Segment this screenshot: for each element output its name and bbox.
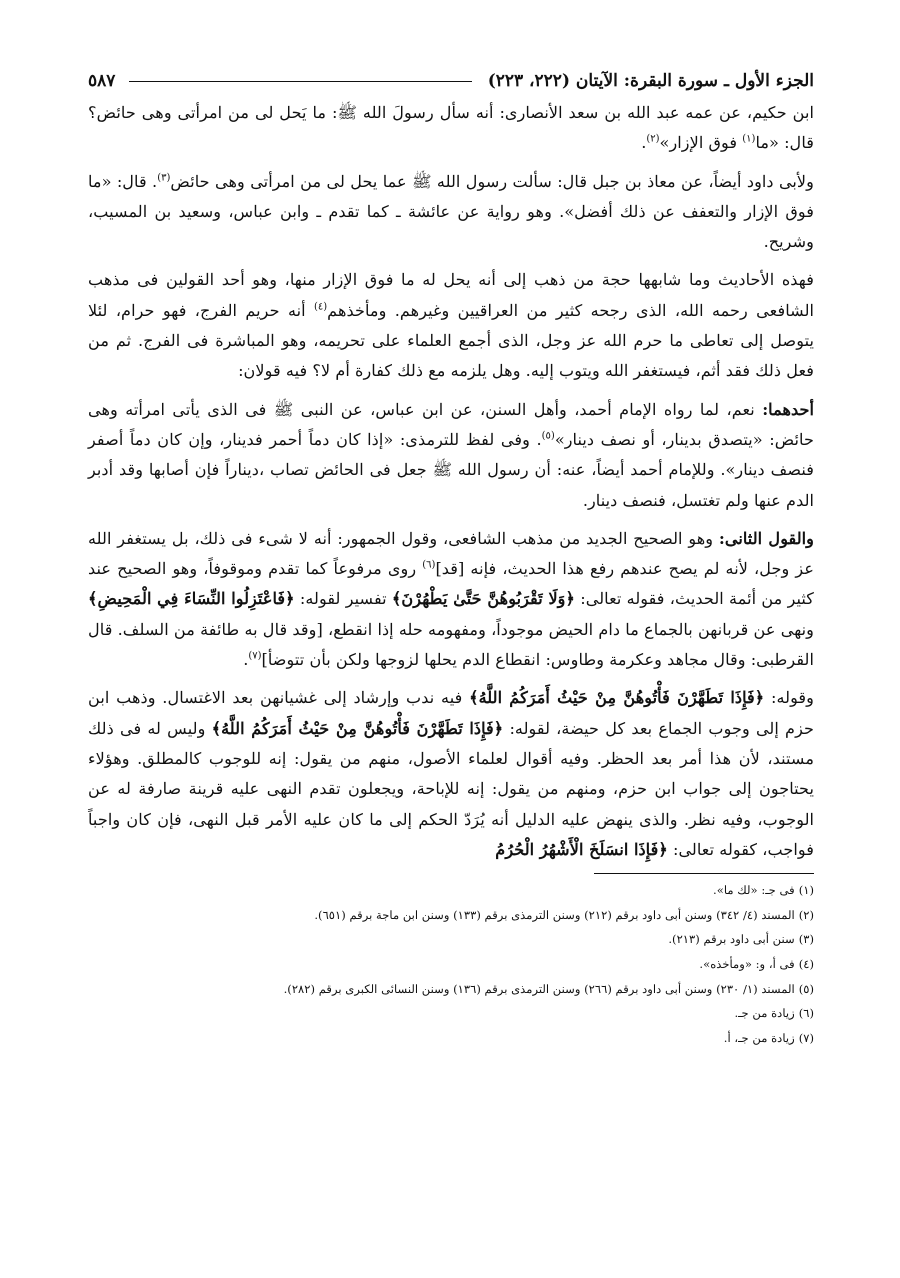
footnote-marker: (٢) [646,133,660,145]
text-run: فوق الإزار» [659,133,743,153]
footnote-marker: (٦) [422,559,436,571]
text-run: . [641,133,647,153]
footnote-text: سنن أبى داود برقم (٢١٣). [668,932,795,947]
footnotes [88,878,814,1050]
footnote-item [88,1001,814,1026]
text-run: ولأبى داود أيضاً، عن معاذ بن جبل قال: سألت رسول الله ﷺ عما يحل لى من امرأتى وهى حائض [170,171,814,191]
footnote-item [88,1026,814,1051]
quran-quote: ﴿فَإِذَا انسَلَخَ الْأَشْهُرُ الْحُرُمُ [495,839,668,859]
text-run: تفسير لقوله: [294,589,392,609]
footnote-marker: (٣) [157,172,171,184]
text-run: فيه ندب وإرشاد إلى غشيانهن بعد الاغتسال. وذهب ابن حزم إلى وجوب الجماع بعد كل حيضة، لقوله: [88,688,815,738]
page-number: ٥٨٧ [88,71,116,91]
footnote-item [88,952,814,977]
running-header [88,66,814,96]
text-run: أنه حريم الفرج، فهو حرام، لئلا يتوصل إلى تعاطى ما حرم الله عز وجل، الذى أجمع العلماء على تحريمه، وهو المباشرة فى الفرج. ثم من فعل ذلك فقد أثم، فيستغفر الله ويتوب إليه. وهل يلزمه مع ذلك كفارة أم لا؟ فيه قولان: [88,300,814,381]
footnote-number: (١) [798,883,814,898]
footnote-marker: (٥) [541,430,555,442]
quran-quote: ﴿فَاعْتَزِلُوا النِّسَاءَ فِي الْمَحِيضِ﴾ [88,589,295,609]
paragraph [88,395,814,516]
paragraph [88,98,814,159]
footnote-text: زيادة من جـ. [734,1006,795,1021]
paragraph [88,524,814,675]
footnote-number: (٣) [798,932,814,947]
footnote-text: المسند (٤/ ٣٤٢) وسنن أبى داود برقم (٢١٢) وسنن الترمذى برقم (١٣٣) وسنن ابن ماجة برقم (٦٥١). [314,907,795,922]
footnote-marker: (١) [742,133,756,145]
text-run: روى مرفوعاً كما تقدم وموقوفاً، وهو الصحيح عند كثير من أئمة الحديث، فقوله تعالى: [88,559,815,609]
footnote-marker: (٤) [313,301,328,313]
text-run: وهو الصحيح الجديد من مذهب الشافعى، وقول الجمهور: أنه لا شىء فى ذلك، بل يستغفر الله عز وجل، لأنه لم يصح عندهم رفع هذا الحديث، فإنه [قد] [88,528,814,579]
footnote-number: (٢) [798,907,814,922]
footnote-number: (٤) [798,956,814,971]
footnote-text: فى أ، و: «ومأخذه». [699,956,795,971]
footnote-text: المسند (١/ ٢٣٠) وسنن أبى داود برقم (٢٦٦) وسنن الترمذى برقم (١٣٦) وسنن النسائى الكبرى برقم (٢٨٢). [283,981,795,996]
text-run: ابن حكيم، عن عمه عبد الله بن سعد الأنصارى: أنه سأل رسولَ الله ﷺ: ما يَحل لى من امرأتى وهى حائض؟ قال: «ما [88,103,814,153]
footnote-item [88,927,814,952]
text-run: نعم، لما رواه الإمام أحمد، وأهل السنن، عن ابن عباس، عن النبى ﷺ فى الذى يأتى امرأته وهى حائض: «يتصدق بدينار، أو نصف دينار» [88,399,814,449]
footnote-text: فى جـ: «لك ما». [713,883,795,898]
paragraph [88,167,814,258]
book-page [88,66,814,1216]
text-run: . وفى لفظ للترمذى: «إذا كان دماً أحمر فدينار، وإن كان دماً أصفر فنصف دينار». وللإمام أحمد أيضاً، عنه: أن رسول الله ﷺ جعل فى الحائض تصاب ،ديناراً فإن أصابها وقد أدبر الدم عنها ولم تغتسل، فنصف دينار. [88,429,814,510]
quran-quote: ﴿فَإِذَا تَطَهَّرْنَ فَأْتُوهُنَّ مِنْ حَيْثُ أَمَرَكُمُ اللَّهُ﴾ [211,718,504,738]
text-run: وقوله: [764,688,814,708]
body-text [88,98,814,865]
footnote-item [88,903,814,928]
text-run: . قال: «ما فوق الإزار والتعفف عن ذلك أفضل». وهو رواية عن عائشة ـ كما تقدم ـ وابن عباس، وسعيد بن المسيب، وشريح. [88,171,814,252]
quran-quote: ﴿وَلَا تَقْرَبُوهُنَّ حَتَّىٰ يَطْهُرْنَ﴾ [391,589,575,609]
running-title: الجزء الأول ـ سورة البقرة: الآيتان (٢٢٢، ٢٢٣) [487,71,814,91]
footnote-number: (٧) [798,1030,814,1045]
footnote-text: زيادة من جـ، أ. [723,1030,795,1045]
footnote-number: (٦) [798,1006,814,1021]
text-run: ونهى عن قربانهن بالجماع ما دام الحيض موجوداً، ومفهومه حله إذا انقطع، [وقد قال به طائفة من السلف. قال القرطبى: وقال مجاهد وعكرمة وطاوس: انقطاع الدم يحلها لزوجها ولكن بأن تتوضأ] [88,619,814,670]
footnote-number: (٥) [798,981,814,996]
quran-quote: ﴿فَإِذَا تَطَهَّرْنَ فَأْتُوهُنَّ مِنْ حَيْثُ أَمَرَكُمُ اللَّهُ﴾ [469,688,765,708]
header-rule [129,81,471,82]
bold-label: والقول الثانى: [718,528,814,548]
paragraph [88,683,814,865]
footnote-marker: (٧) [248,650,262,662]
footnote-item [88,878,814,903]
text-run: . [243,650,249,670]
bold-label: أحدهما: [762,399,814,419]
paragraph [88,265,814,386]
footnote-item [88,977,814,1002]
text-run: وليس له فى ذلك مستند، لأن هذا أمر بعد الحظر. وفيه أقوال لعلماء الأصول، منهم من يقول: إنه للوجوب كالمطلق. وهؤلاء يحتاجون إلى جواب ابن حزم، ومنهم من يقول: إنه للإباحة، ويجعلون تقدم النهى عليه قرينة صارفة له عن الوجوب، وفيه نظر. والذى ينهض عليه الدليل أنه يُرَدّ الحكم إلى ما كان عليه الأمر قبل النهى، فإن كان واجباً فواجب، كقوله تعالى: [88,718,814,859]
text-run: فهذه الأحاديث وما شابهها حجة من ذهب إلى أنه يحل له ما فوق الإزار منها، وهو أحد القولين فى مذهب الشافعى رحمه الله، الذى رجحه كثير من العراقيين وغيرهم. ومأخذهم [88,270,815,320]
